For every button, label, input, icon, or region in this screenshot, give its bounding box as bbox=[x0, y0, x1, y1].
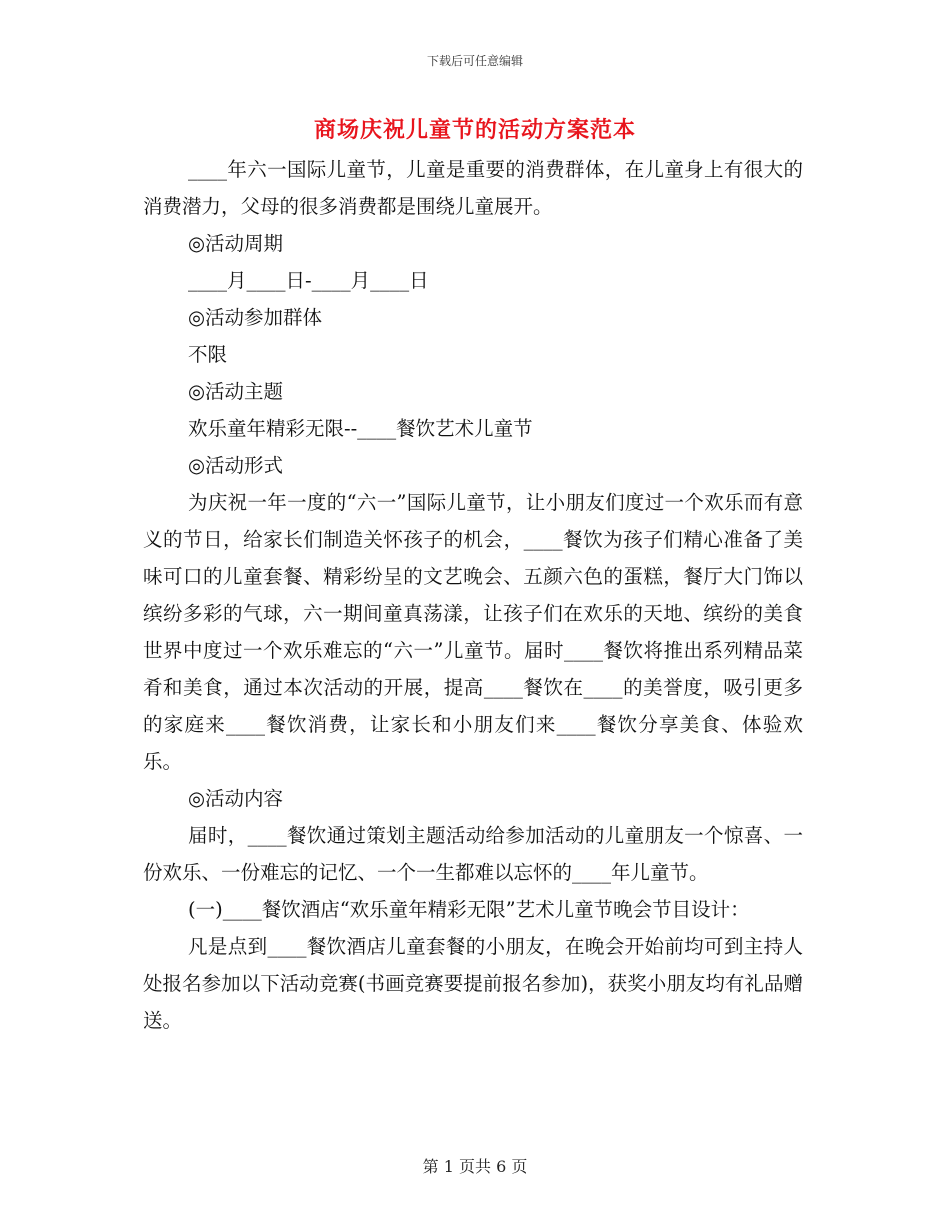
section-heading-audience: ◎活动参加群体 bbox=[188, 306, 323, 329]
intro-paragraph: ____年六一国际儿童节，儿童是重要的消费群体，在儿童身上有很大的消费潜力，父母的很多消费都是围绕儿童展开。 bbox=[143, 158, 803, 218]
page-header-note: 下载后可任意编辑 bbox=[426, 54, 523, 68]
theme-text: 欢乐童年精彩无限--____餐饮艺术儿童节 bbox=[188, 417, 533, 440]
document-body bbox=[143, 151, 803, 1039]
document-title: 商场庆祝儿童节的活动方案范本 bbox=[313, 117, 636, 143]
page-number: 第 1 页共 6 页 bbox=[422, 1157, 528, 1176]
section-heading-period: ◎活动周期 bbox=[188, 232, 284, 255]
content-paragraph: 届时，____餐饮通过策划主题活动给参加活动的儿童朋友一个惊喜、一份欢乐、一份难忘的记忆、一个一生都难以忘怀的____年儿童节。 bbox=[143, 824, 803, 884]
period-dates: ____月____日-____月____日 bbox=[188, 269, 429, 292]
format-paragraph: 为庆祝一年一度的“六一”国际儿童节，让小朋友们度过一个欢乐而有意义的节日，给家长们制造关怀孩子的机会，____餐饮为孩子们精心准备了美味可口的儿童套餐、精彩纷呈的文艺晚会、五颜六色的蛋糕，餐厅大门饰以缤纷多彩的气球，六一期间童真荡漾，让孩子们在欢乐的天地、缤纷的美食世界中度过一个欢乐难忘的“六一”儿童节。届时____餐饮将推出系列精品菜肴和美食，通过本次活动的开展，提高____餐饮在____的美誉度，吸引更多的家庭来____餐饮消费，让家长和小朋友们来____餐饮分享美食、体验欢乐。 bbox=[143, 491, 803, 773]
program-design-paragraph: (一)____餐饮酒店“欢乐童年精彩无限”艺术儿童节晚会节目设计： bbox=[188, 898, 750, 921]
section-heading-theme: ◎活动主题 bbox=[188, 380, 284, 403]
section-heading-content: ◎活动内容 bbox=[188, 787, 284, 810]
section-heading-format: ◎活动形式 bbox=[188, 454, 284, 477]
registration-paragraph: 凡是点到____餐饮酒店儿童套餐的小朋友，在晚会开始前均可到主持人处报名参加以下活动竞赛(书画竞赛要提前报名参加)，获奖小朋友均有礼品赠送。 bbox=[143, 935, 803, 1032]
audience-text: 不限 bbox=[188, 343, 228, 366]
